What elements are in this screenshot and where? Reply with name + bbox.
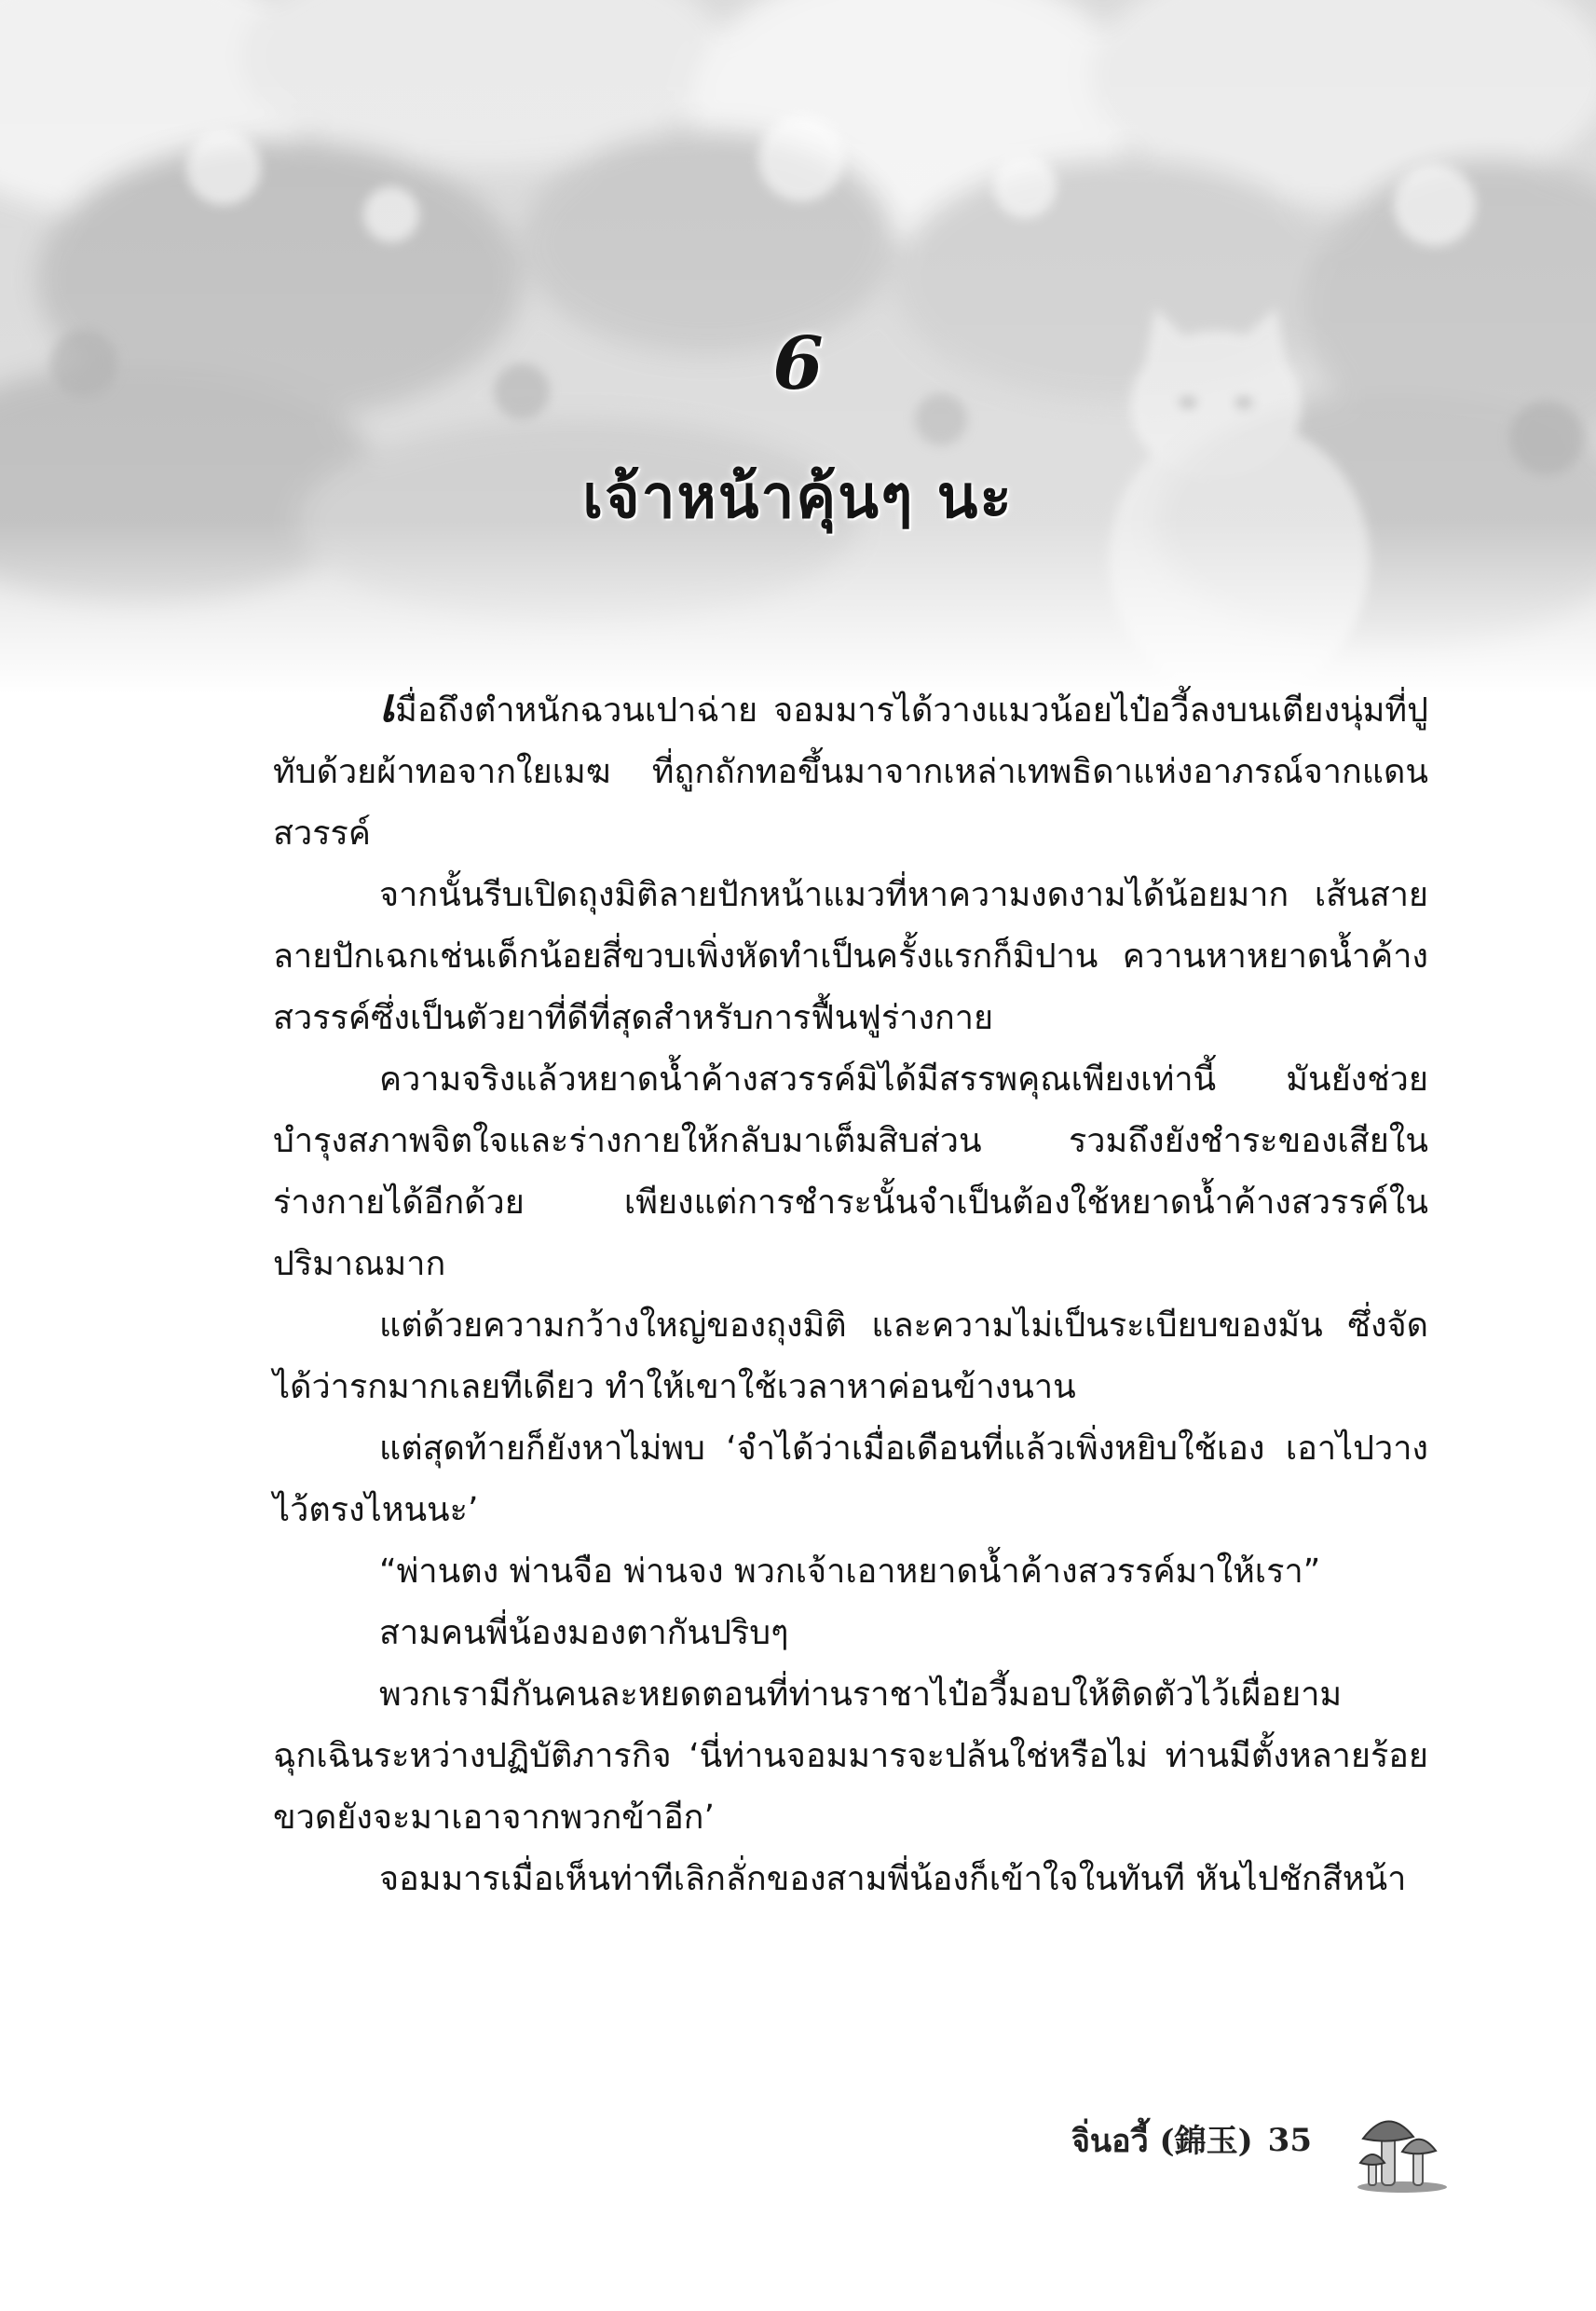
body-text	[273, 677, 1428, 1910]
paragraph-9: จอมมารเมื่อเห็นท่าทีเลิกลั่กของสามพี่น้องก็เข้าใจในทันที หันไปชักสีหน้า	[379, 1860, 1407, 1898]
paragraph-3: ความจริงแล้วหยาดน้ำค้างสวรรค์มิได้มีสรรพคุณเพียงเท่านี้ มันยังช่วยบำรุงสภาพจิตใจและร่างกายให้กลับมาเต็มสิบส่วน รวมถึงยังชำระของเสียในร่างกายได้อีกด้วย เพียงแต่การชำระนั้นจำเป็นต้องใช้หยาดน้ำค้างสวรรค์ในปริมาณมาก	[273, 1060, 1428, 1283]
paragraph-6: “พ่านตง พ่านจือ พ่านจง พวกเจ้าเอาหยาดน้ำค้างสวรรค์มาให้เรา”	[379, 1552, 1321, 1591]
mushroom-icon	[1356, 2101, 1449, 2195]
paragraph-8: พวกเรามีกันคนละหยดตอนที่ท่านราชาไป๋อวี้มอบให้ติดตัวไว้เผื่อยามฉุกเฉินระหว่างปฏิบัติภารกิจ ‘นี่ท่านจอมมารจะปล้นใช่หรือไม่ ท่านมีตั้งหลายร้อยขวดยังจะมาเอาจากพวกข้าอีก’	[273, 1675, 1428, 1837]
page-footer	[1071, 2108, 1312, 2173]
paragraph-2: จากนั้นรีบเปิดถุงมิติลายปักหน้าแมวที่หาความงดงามได้น้อยมาก เส้นสายลายปักเฉกเช่นเด็กน้อยสี่ขวบเพิ่งหัดทำเป็นครั้งแรกก็มิปาน ควานหาหยาดน้ำค้างสวรรค์ซึ่งเป็นตัวยาที่ดีที่สุดสำหรับการฟื้นฟูร่างกาย	[273, 876, 1428, 1037]
footer-book-title: จิ่นอวี้ (錦玉)	[1071, 2123, 1253, 2160]
paragraph-1	[273, 677, 1428, 865]
chapter-number: 6	[772, 321, 824, 406]
paragraph-text: มื่อถึงตำหนักฉวนเปาฉ่าย จอมมารได้วางแมวน้อยไป๋อวี้ลงบนเตียงนุ่มที่ปูทับด้วยผ้าทอจากใยเมฆ ที่ถูกถักทอขึ้นมาจากเหล่าเทพธิดาแห่งอาภรณ์จากแดนสวรรค์	[273, 691, 1428, 853]
chapter-title: เจ้าหน้าคุ้นๆ นะ	[582, 462, 1014, 532]
drop-cap: เ	[379, 677, 396, 732]
page-number: 35	[1267, 2122, 1312, 2159]
paragraph-7: สามคนพี่น้องมองตากันปริบๆ	[379, 1614, 789, 1652]
paragraph-5: แต่สุดท้ายก็ยังหาไม่พบ ‘จำได้ว่าเมื่อเดือนที่แล้วเพิ่งหยิบใช้เอง เอาไปวางไว้ตรงไหนนะ’	[273, 1429, 1428, 1529]
paragraph-4: แต่ด้วยความกว้างใหญ่ของถุงมิติ และความไม่เป็นระเบียบของมัน ซึ่งจัดได้ว่ารกมากเลยทีเดียว ทำให้เขาใช้เวลาหาค่อนข้างนาน	[273, 1306, 1428, 1406]
